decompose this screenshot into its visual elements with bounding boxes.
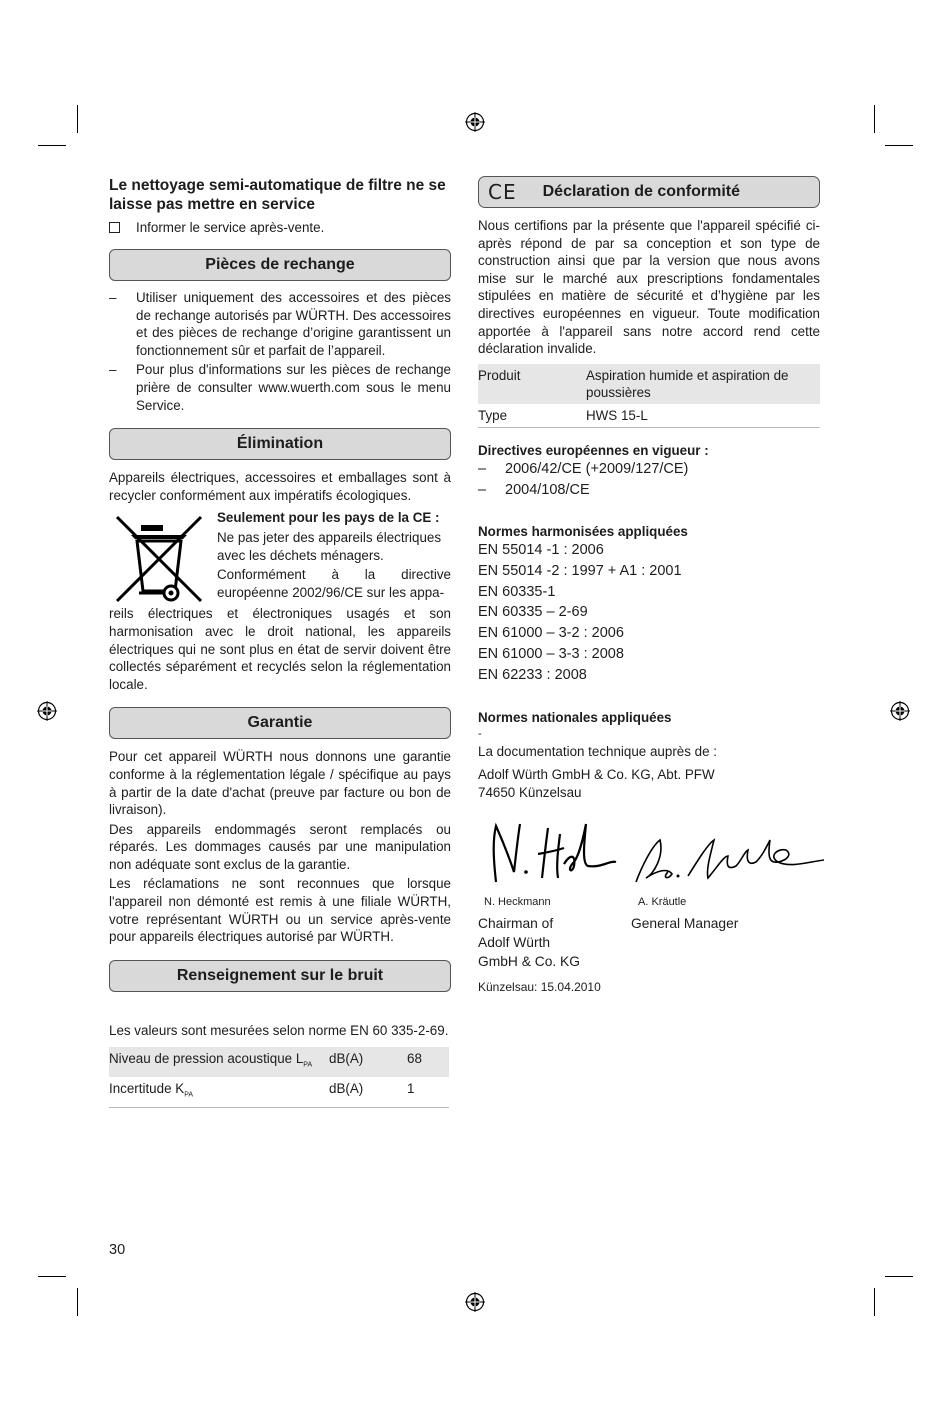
harmonised-list bbox=[478, 540, 820, 685]
disposal-p1: Ne pas jeter des appareils électriques avec les déchets ménagers. bbox=[217, 529, 442, 563]
disposal-p2-start: Conformément à la directive européenne 2002/96/CE sur les appa- bbox=[217, 567, 451, 600]
list-item: – 2004/108/CE bbox=[478, 480, 820, 501]
table-row bbox=[109, 1077, 449, 1107]
disposal-heading: Élimination bbox=[109, 428, 451, 460]
disposal-ec-heading: Seulement pour les pays de la CE : bbox=[217, 510, 440, 526]
noise-row-unit: dB(A) bbox=[329, 1051, 364, 1067]
doc-company: Adolf Würth GmbH & Co. KG, Abt. PFW bbox=[478, 767, 715, 783]
registration-mark-icon bbox=[37, 701, 57, 721]
national-value: - bbox=[478, 727, 482, 740]
type-label: Type bbox=[478, 407, 508, 423]
list-item: EN 61000 – 3-3 : 2008 bbox=[478, 645, 624, 662]
crossed-out-wheelie-bin-icon bbox=[109, 509, 209, 609]
troubleshoot-item-text: Informer le service après-vente. bbox=[136, 220, 325, 235]
list-item: – 2006/42/CE (+2009/127/CE) bbox=[478, 459, 820, 480]
place-date: Künzelsau: 15.04.2010 bbox=[478, 979, 601, 994]
registration-mark-icon bbox=[465, 1292, 485, 1312]
registration-mark-icon bbox=[465, 112, 485, 132]
signer2-role: General Manager bbox=[631, 915, 739, 931]
page-number: 30 bbox=[109, 1242, 126, 1258]
doc-label: La documentation technique auprès de : bbox=[478, 743, 717, 759]
crop-mark bbox=[874, 105, 875, 133]
disposal-p2-rest: reils électriques et électroniques usagés et son harmonisation avec le droit national, les appareils électriques qui ne sont plus en état de servir doivent être collectés séparément et recyclés selon la réglementation locale. bbox=[109, 606, 451, 692]
left-column bbox=[109, 176, 451, 1108]
product-table bbox=[478, 364, 820, 428]
conformity-intro: Nous certifions par la présente que l'appareil spécifié ci-après répond de par sa conception et son type de construction ainsi que par la version que nous avons mise sur le marché aux prescriptions fondamentales stipulées en matière de sécurité et d’hygiène par les directives européennes en vigueur. Toute modification apportée à l'appareil sans notre accord rend cette déclaration invalide. bbox=[478, 218, 820, 357]
noise-row-label: Niveau de pression acoustique L bbox=[109, 1051, 304, 1067]
right-column bbox=[478, 176, 820, 994]
signer1-role-line: GmbH & Co. KG bbox=[478, 953, 580, 969]
warranty-p3: Les réclamations ne sont reconnues que lorsque l'appareil non démonté est remis à une filiale WÜRTH, votre représentant WÜRTH ou un service après-vente pour appareils électriques autorisé par WÜRTH. bbox=[109, 876, 451, 945]
noise-row-label: Incertitude K bbox=[109, 1081, 185, 1097]
product-label: Produit bbox=[478, 367, 521, 383]
doc-city: 74650 Künzelsau bbox=[478, 785, 582, 801]
crop-mark bbox=[885, 145, 913, 146]
list-item: EN 61000 – 3-2 : 2006 bbox=[478, 625, 624, 642]
noise-heading: Renseignement sur le bruit bbox=[109, 960, 451, 992]
signer1-name: N. Heckmann bbox=[484, 895, 551, 908]
disposal-ec-block bbox=[109, 509, 451, 609]
spare-parts-list bbox=[109, 289, 451, 414]
troubleshoot-heading: Le nettoyage semi-automatique de filtre ne se laisse pas mettre en service bbox=[109, 177, 446, 213]
harmonised-title: Normes harmonisées appliquées bbox=[478, 523, 688, 539]
table-row bbox=[478, 364, 820, 404]
crop-mark bbox=[38, 145, 66, 146]
signer2-name: A. Kräutle bbox=[638, 895, 687, 908]
noise-row-subscript: PA bbox=[184, 1091, 194, 1099]
list-item: – Utiliser uniquement des accessoires et des pièces de rechange autorisés par WÜRTH. Des accessoires et des pièces de rechange d’origine garantissent un fonctionnement sûr et parfait de l’appareil. bbox=[109, 289, 451, 359]
list-item: EN 62233 : 2008 bbox=[478, 666, 587, 683]
ce-mark-icon: CE bbox=[488, 180, 517, 204]
crop-mark bbox=[38, 1276, 66, 1277]
noise-row-value: 1 bbox=[407, 1081, 415, 1097]
crop-mark bbox=[885, 1276, 913, 1277]
noise-row-unit: dB(A) bbox=[329, 1081, 364, 1097]
noise-intro: Les valeurs sont mesurées selon norme EN 60 335-2-69. bbox=[109, 1022, 449, 1038]
product-value: Aspiration humide et aspiration de poussières bbox=[586, 367, 789, 400]
list-item: – Pour plus d'informations sur les pièces de rechange prière de consulter www.wuerth.com sous le menu Service. bbox=[109, 361, 451, 414]
signer1-role bbox=[478, 914, 580, 971]
warranty-p1: Pour cet appareil WÜRTH nous donnons une garantie conforme à la réglementation légale / spécifique au pays à partir de la date d'achat (preuve par facture ou bon de livraison). bbox=[109, 749, 451, 818]
spare-parts-heading: Pièces de rechange bbox=[109, 249, 451, 281]
noise-row-subscript: PA bbox=[303, 1062, 313, 1070]
table-row bbox=[109, 1047, 449, 1077]
table-row bbox=[478, 404, 820, 428]
list-item: EN 60335 – 2-69 bbox=[478, 604, 588, 621]
warranty-p2: Des appareils endommagés seront remplacés ou réparés. Les dommages causés par une manipulation non adéquate sont exclus de la garantie. bbox=[109, 821, 451, 872]
noise-table bbox=[109, 1047, 449, 1107]
signature-heckmann bbox=[484, 814, 634, 894]
list-item: EN 60335-1 bbox=[478, 583, 556, 600]
list-item: EN 55014 -1 : 2006 bbox=[478, 542, 604, 559]
crop-mark bbox=[874, 1288, 875, 1316]
national-title: Normes nationales appliquées bbox=[478, 710, 672, 726]
signer-roles bbox=[478, 914, 820, 984]
directives-title: Directives européennes en vigueur : bbox=[478, 442, 709, 458]
signer1-role-line: Adolf Würth bbox=[478, 934, 551, 950]
conformity-title: Déclaration de conformité bbox=[542, 183, 740, 200]
registration-mark-icon bbox=[890, 701, 910, 721]
list-item: EN 55014 -2 : 1997 + A1 : 2001 bbox=[478, 563, 682, 580]
signatures bbox=[478, 814, 820, 914]
noise-row-value: 68 bbox=[407, 1051, 422, 1067]
signature-kraeutle bbox=[628, 826, 828, 896]
warranty-heading: Garantie bbox=[109, 707, 451, 739]
disposal-intro: Appareils électriques, accessoires et emballages sont à recycler conformément aux impératifs écologiques. bbox=[109, 470, 451, 503]
troubleshoot-item bbox=[109, 220, 451, 235]
signer1-role-line: Chairman of bbox=[478, 915, 554, 931]
checkbox-square-icon bbox=[109, 222, 120, 233]
conformity-heading bbox=[478, 176, 820, 208]
crop-mark bbox=[77, 105, 78, 133]
disposal-ec-text bbox=[217, 509, 451, 609]
type-value: HWS 15-L bbox=[586, 407, 648, 423]
crop-mark bbox=[77, 1288, 78, 1316]
